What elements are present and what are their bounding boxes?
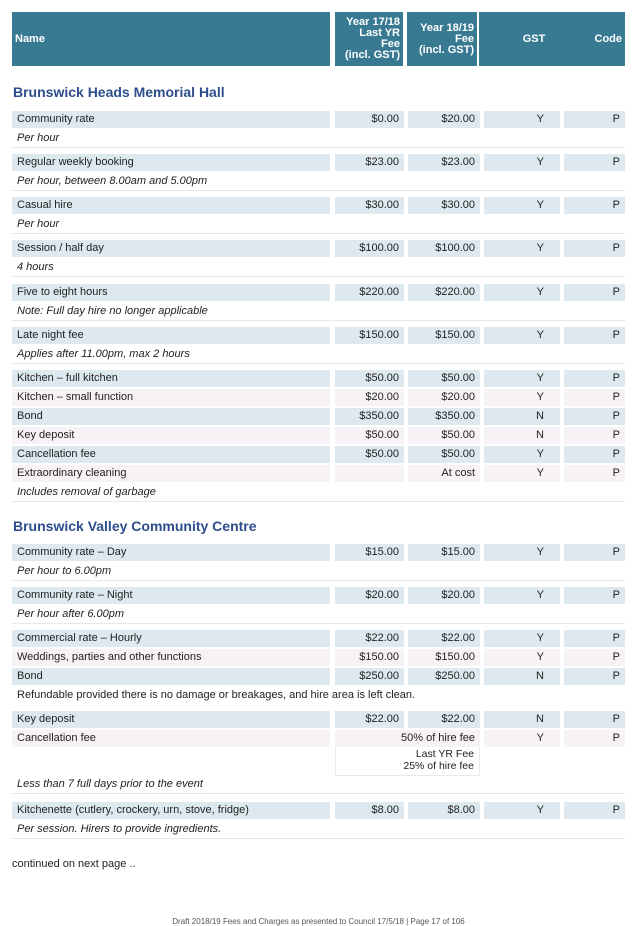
- table-row: [12, 710, 625, 729]
- table-row: [12, 239, 625, 258]
- row-note: Per hour: [12, 215, 625, 234]
- fee-name: Session / half day: [12, 240, 330, 257]
- code-flag: P: [564, 802, 625, 819]
- gst-flag: Y: [484, 465, 560, 482]
- code-flag: P: [564, 711, 625, 728]
- fee-17-18: $50.00: [335, 427, 404, 444]
- fee-18-19: $22.00: [408, 630, 480, 647]
- fee-17-18: $22.00: [335, 711, 404, 728]
- fee-18-19: At cost: [408, 465, 480, 482]
- fee-name: Community rate – Night: [12, 587, 330, 604]
- fee-name: Bond: [12, 408, 330, 425]
- header-gst: GST: [479, 12, 559, 66]
- fee-18-19: $15.00: [408, 544, 480, 561]
- fee-17-18: $0.00: [335, 111, 404, 128]
- fee-17-18: $30.00: [335, 197, 404, 214]
- fee-18-19: $23.00: [408, 154, 480, 171]
- gst-flag: Y: [484, 649, 560, 666]
- gst-flag: Y: [484, 587, 560, 604]
- fee-name: Commercial rate – Hourly: [12, 630, 330, 647]
- fee-17-18: $20.00: [335, 587, 404, 604]
- fee-17-18: $150.00: [335, 327, 404, 344]
- fee-17-18: $20.00: [335, 389, 404, 406]
- row-note: Per hour after 6.00pm: [12, 605, 625, 624]
- table-row: [12, 464, 625, 483]
- table-row: [12, 648, 625, 667]
- gst-flag: Y: [484, 197, 560, 214]
- header-year-17-18: [333, 12, 405, 66]
- gst-flag: N: [484, 711, 560, 728]
- section-title: Brunswick Heads Memorial Hall: [13, 84, 225, 100]
- fee-18-19: $50.00: [408, 370, 480, 387]
- fee-name: Cancellation fee: [12, 730, 330, 747]
- gst-flag: Y: [484, 389, 560, 406]
- fee-name: Kitchen – full kitchen: [12, 370, 330, 387]
- fee-17-18: $350.00: [335, 408, 404, 425]
- code-flag: P: [564, 446, 625, 463]
- table-header: [12, 12, 625, 66]
- fee-name: Key deposit: [12, 427, 330, 444]
- table-row: [12, 388, 625, 407]
- code-flag: P: [564, 649, 625, 666]
- fee-18-19: $220.00: [408, 284, 480, 301]
- code-flag: P: [564, 154, 625, 171]
- fee-17-18: $250.00: [335, 668, 404, 685]
- code-flag: P: [564, 408, 625, 425]
- code-flag: P: [564, 197, 625, 214]
- row-note: Applies after 11.00pm, max 2 hours: [12, 345, 625, 364]
- gst-flag: Y: [484, 802, 560, 819]
- fee-17-18: $220.00: [335, 284, 404, 301]
- code-flag: P: [564, 544, 625, 561]
- gst-flag: Y: [484, 284, 560, 301]
- sub-line: Last YR Fee: [415, 748, 474, 760]
- header-code: Code: [559, 12, 625, 66]
- section-title: Brunswick Valley Community Centre: [13, 518, 257, 534]
- row-note: Less than 7 full days prior to the event: [12, 775, 625, 794]
- header-y18-line3: (incl. GST): [419, 43, 474, 56]
- header-name: Name: [12, 12, 330, 66]
- page-footer: Draft 2018/19 Fees and Charges as presented to Council 17/5/18 | Page 17 of 106: [172, 917, 465, 926]
- code-flag: P: [564, 427, 625, 444]
- fee-17-18: [335, 465, 404, 482]
- fee-18-19: $350.00: [408, 408, 480, 425]
- gst-flag: N: [484, 408, 560, 425]
- table-row: [12, 196, 625, 215]
- header-y17-line1: Year 17/18: [346, 16, 400, 28]
- gst-flag: N: [484, 668, 560, 685]
- gst-flag: Y: [484, 544, 560, 561]
- fee-name: Community rate: [12, 111, 330, 128]
- fee-17-18: $150.00: [335, 649, 404, 666]
- sub-line: 25% of hire fee: [403, 760, 474, 772]
- fee-name: Late night fee: [12, 327, 330, 344]
- table-row: [12, 667, 625, 686]
- header-y17-line4: (incl. GST): [345, 49, 400, 61]
- fee-name: Five to eight hours: [12, 284, 330, 301]
- gst-flag: N: [484, 427, 560, 444]
- fee-name: Kitchenette (cutlery, crockery, urn, stove, fridge): [12, 802, 330, 819]
- table-row: [12, 407, 625, 426]
- gst-flag: Y: [484, 240, 560, 257]
- table-row: [12, 801, 625, 820]
- row-note: 4 hours: [12, 258, 625, 277]
- fee-name: Community rate – Day: [12, 544, 330, 561]
- row-note: Per session. Hirers to provide ingredients.: [12, 820, 625, 839]
- fee-name: Extraordinary cleaning: [12, 465, 330, 482]
- last-year-fee-note: [335, 748, 480, 776]
- row-note: Note: Full day hire no longer applicable: [12, 302, 625, 321]
- fee-17-18: $22.00: [335, 630, 404, 647]
- table-row: [12, 110, 625, 129]
- header-y17-line2: Last YR: [359, 27, 400, 39]
- row-note: Per hour, between 8.00am and 5.00pm: [12, 172, 625, 191]
- fee-name: Weddings, parties and other functions: [12, 649, 330, 666]
- fee-18-19: $50.00: [408, 427, 480, 444]
- code-flag: P: [564, 389, 625, 406]
- table-row: [12, 426, 625, 445]
- header-year-18-19: [407, 12, 479, 66]
- table-row: [12, 326, 625, 345]
- gst-flag: Y: [484, 630, 560, 647]
- header-y18-line1: Year 18/19: [420, 21, 474, 34]
- fee-18-19: $22.00: [408, 711, 480, 728]
- fee-18-19: $150.00: [408, 649, 480, 666]
- gst-flag: Y: [484, 370, 560, 387]
- table-row: [12, 629, 625, 648]
- code-flag: P: [564, 111, 625, 128]
- fee-18-19: $250.00: [408, 668, 480, 685]
- fee-18-19: $30.00: [408, 197, 480, 214]
- row-note: Per hour to 6.00pm: [12, 562, 625, 581]
- table-row: [12, 153, 625, 172]
- fee-merged: 50% of hire fee: [335, 730, 480, 747]
- fee-name: Kitchen – small function: [12, 389, 330, 406]
- fee-name: Casual hire: [12, 197, 330, 214]
- header-y18-line2: Fee: [455, 32, 474, 45]
- code-flag: P: [564, 240, 625, 257]
- fee-17-18: $8.00: [335, 802, 404, 819]
- fee-17-18: $50.00: [335, 446, 404, 463]
- fee-name: Bond: [12, 668, 330, 685]
- gst-flag: Y: [484, 730, 560, 747]
- fee-17-18: $50.00: [335, 370, 404, 387]
- row-note: Includes removal of garbage: [12, 483, 625, 502]
- table-row: [12, 445, 625, 464]
- code-flag: P: [564, 730, 625, 747]
- gst-flag: Y: [484, 111, 560, 128]
- gst-flag: Y: [484, 154, 560, 171]
- table-row: [12, 543, 625, 562]
- gst-flag: Y: [484, 327, 560, 344]
- fee-18-19: $20.00: [408, 587, 480, 604]
- fee-18-19: $50.00: [408, 446, 480, 463]
- row-note: Refundable provided there is no damage or breakages, and hire area is left clean.: [17, 689, 416, 701]
- fee-name: Regular weekly booking: [12, 154, 330, 171]
- code-flag: P: [564, 284, 625, 301]
- fees-page: [12, 12, 625, 66]
- table-row: [12, 369, 625, 388]
- fee-18-19: $8.00: [408, 802, 480, 819]
- code-flag: P: [564, 587, 625, 604]
- row-note: Per hour: [12, 129, 625, 148]
- code-flag: P: [564, 370, 625, 387]
- gst-flag: Y: [484, 446, 560, 463]
- fee-18-19: $100.00: [408, 240, 480, 257]
- fee-18-19: $20.00: [408, 389, 480, 406]
- code-flag: P: [564, 668, 625, 685]
- fee-17-18: $15.00: [335, 544, 404, 561]
- table-row: [12, 729, 625, 748]
- fee-17-18: $23.00: [335, 154, 404, 171]
- code-flag: P: [564, 630, 625, 647]
- fee-name: Key deposit: [12, 711, 330, 728]
- code-flag: P: [564, 465, 625, 482]
- header-y17-line3: Fee: [381, 38, 400, 50]
- fee-name: Cancellation fee: [12, 446, 330, 463]
- code-flag: P: [564, 327, 625, 344]
- fee-18-19: $150.00: [408, 327, 480, 344]
- fee-18-19: $20.00: [408, 111, 480, 128]
- table-row: [12, 283, 625, 302]
- fee-17-18: $100.00: [335, 240, 404, 257]
- table-row: [12, 586, 625, 605]
- continued-note: continued on next page ..: [12, 858, 136, 870]
